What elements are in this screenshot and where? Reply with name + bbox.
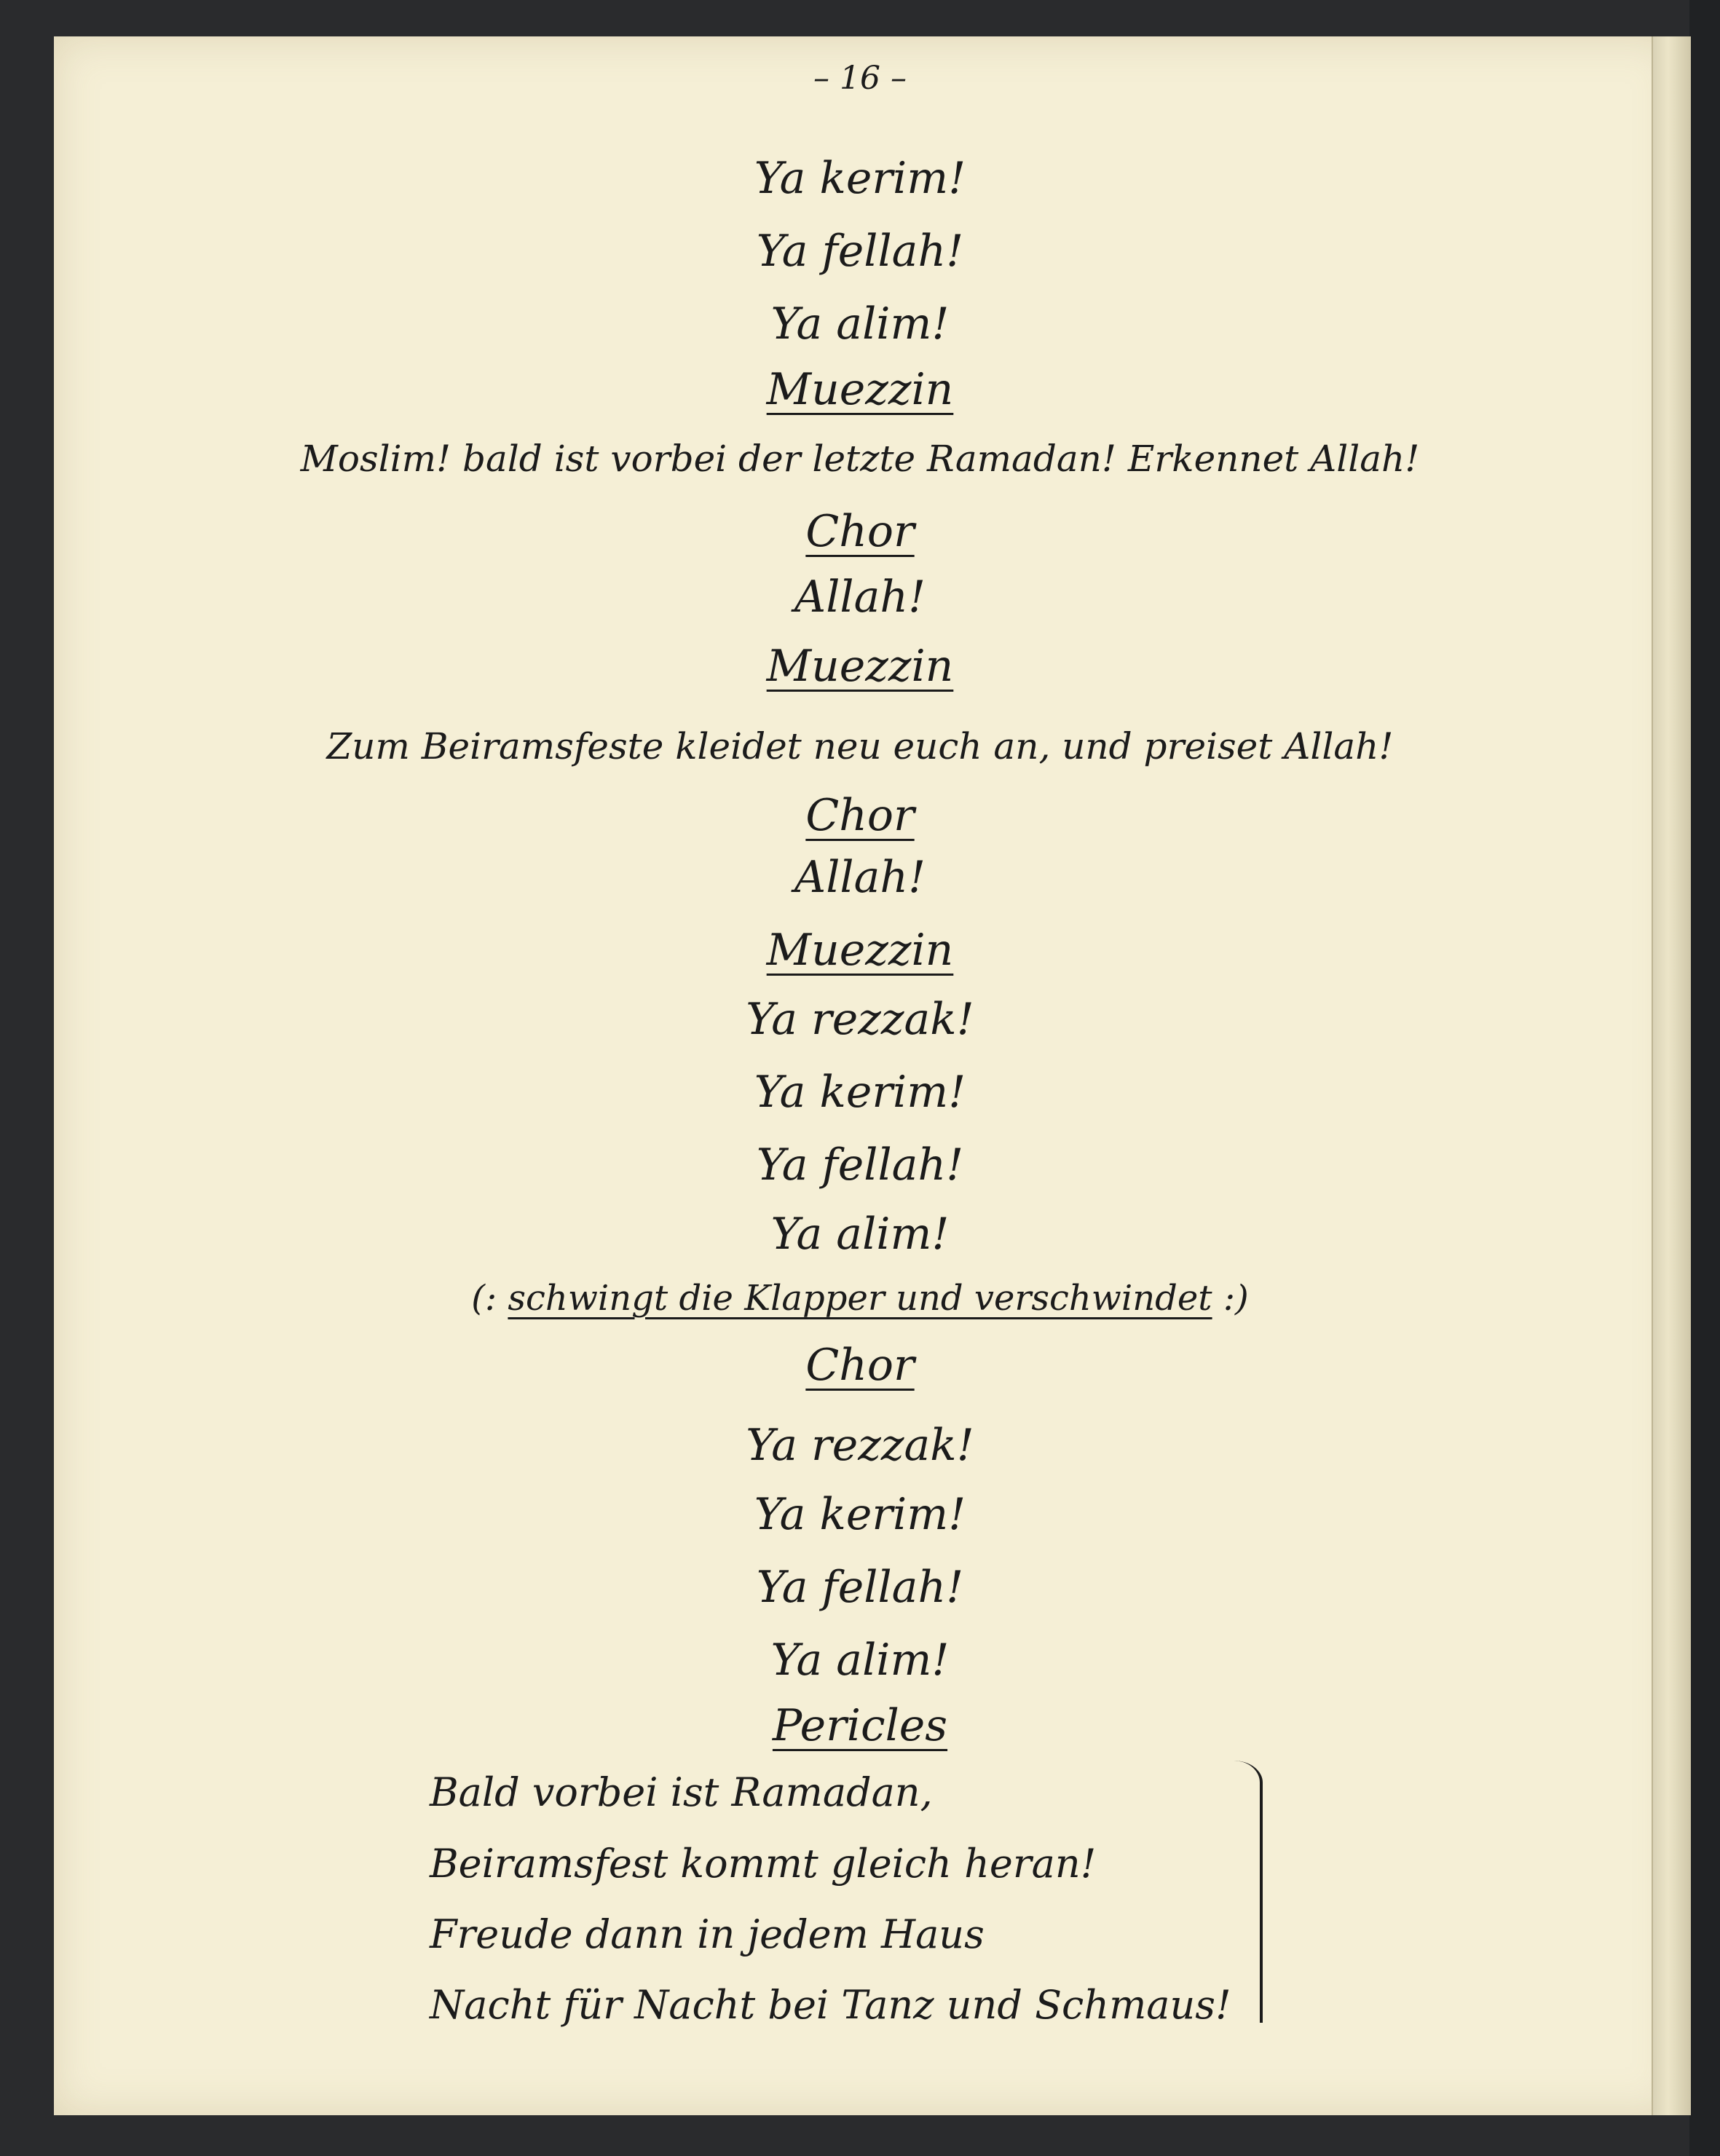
speaker-heading: Muezzin — [766, 364, 954, 415]
page-number: – 16 – — [813, 60, 907, 97]
verse-bracket — [1231, 1761, 1263, 2023]
verse-line: Bald vorbei ist Ramadan, — [430, 1769, 933, 1815]
sung-line: Zum Beiramsfeste kleidet neu euch an, und preiset Allah! — [326, 725, 1394, 767]
sung-line: Ya fellah! — [756, 1140, 964, 1190]
sung-line: Ya rezzak! — [746, 994, 974, 1045]
sung-line: Ya kerim! — [754, 1067, 966, 1118]
sung-line: Ya alim! — [770, 1209, 950, 1260]
stage-direction — [0, 1278, 1720, 1319]
verse-line: Nacht für Nacht bei Tanz und Schmaus! — [430, 1982, 1231, 2028]
speaker-heading: Chor — [805, 506, 915, 557]
speaker-heading: Muezzin — [766, 925, 954, 976]
stage-direction-close: :) — [1223, 1278, 1249, 1319]
sung-line: Ya alim! — [770, 1635, 950, 1686]
sung-line: Allah! — [794, 572, 926, 623]
sung-line: Ya fellah! — [756, 226, 964, 277]
sung-line: Allah! — [794, 852, 926, 903]
sung-line: Ya rezzak! — [746, 1420, 974, 1471]
stage-direction-open: (: — [471, 1278, 497, 1319]
sung-line: Ya fellah! — [756, 1562, 964, 1613]
speaker-heading: Muezzin — [766, 641, 954, 692]
verse-line: Beiramsfest kommt gleich heran! — [430, 1841, 1097, 1887]
stage-direction-text: schwingt die Klapper und verschwindet — [508, 1278, 1212, 1319]
speaker-heading: Pericles — [772, 1700, 948, 1751]
speaker-heading: Chor — [805, 1340, 915, 1391]
sung-line: Ya kerim! — [754, 1489, 966, 1540]
verse-line: Freude dann in jedem Haus — [430, 1911, 985, 1957]
sung-line: Moslim! bald ist vorbei der letzte Ramadan! Erkennet Allah! — [300, 438, 1420, 480]
speaker-heading: Chor — [805, 790, 915, 841]
sung-line: Ya kerim! — [754, 153, 966, 204]
sung-line: Ya alim! — [770, 299, 950, 350]
